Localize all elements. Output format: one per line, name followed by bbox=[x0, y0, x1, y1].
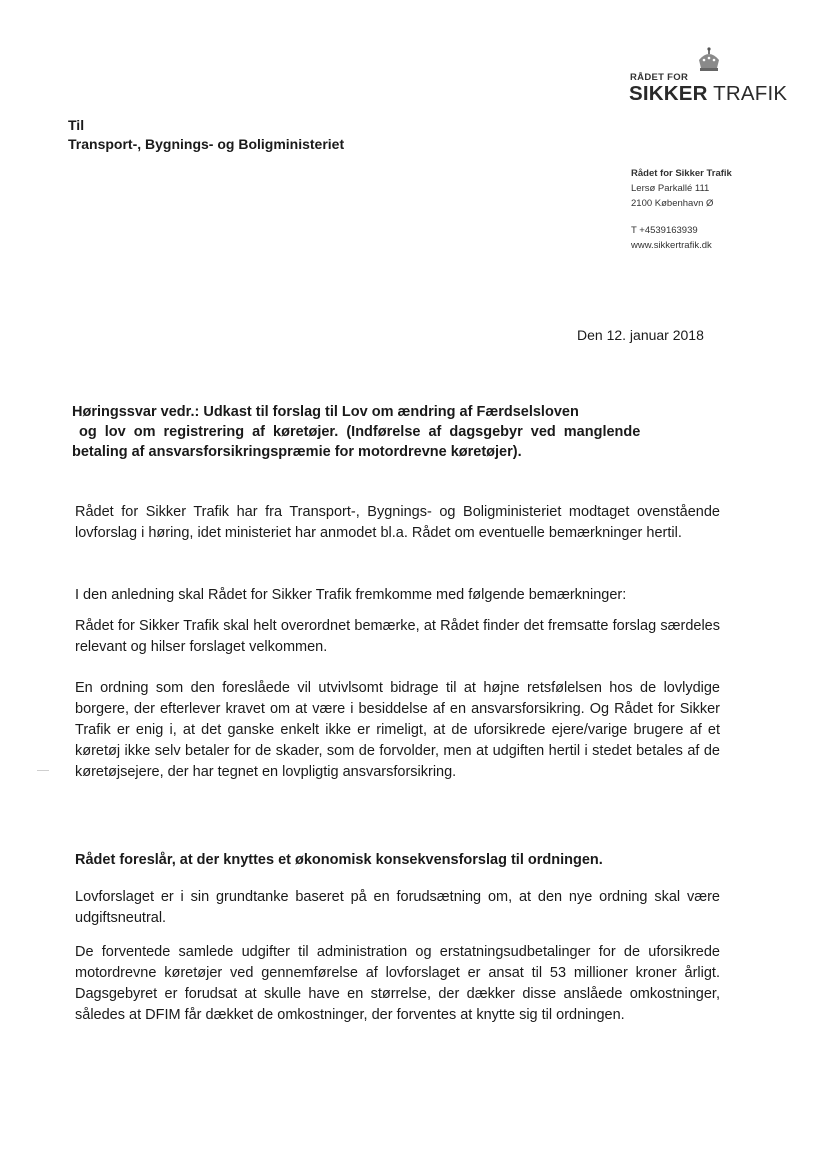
logo-big-text: SIKKER TRAFIK bbox=[629, 82, 788, 105]
recipient bbox=[68, 116, 344, 154]
sender-org: Rådet for Sikker Trafik bbox=[631, 168, 732, 179]
subject-line-3: betaling af ansvarsforsikringspræmie for motordrevne køretøjer). bbox=[72, 444, 522, 460]
paragraph-2: I den anledning skal Rådet for Sikker Trafik fremkomme med følgende bemærkninger: bbox=[75, 587, 627, 603]
logo-small-text: RÅDET FOR bbox=[630, 72, 689, 83]
paragraph-6: De forventede samlede udgifter til administration og erstatningsudbetalinger for de uforsikrede motordrevne køretøjer ved gennemførelse af lovforslaget er ansat til 53 millioner kroner årligt. Dagsgebyret er forudsat at skulle have en størrelse, der dækker disse anslåede omkostninger, således at DFIM får dækket de omkostninger, der forventes at knytte sig til ordningen. bbox=[75, 944, 720, 1023]
paragraph-4: En ordning som den foreslåede vil utvivlsomt bidrage til at højne retsfølelsen hos de lovlydige borgere, der efterlever kravet om at være i besiddelse af en ansvarsforsikring. Og Rådet for Sikker Trafik er enig i, at det ganske enkelt ikke er rimeligt, at de uforsikrede ejere/varige brugere af et køretøj ikke selv betaler for de skader, som de forvolder, men at udgiften hertil i stedet betales af de køretøjsejere, der har tegnet en lovpligtig ansvarsforsikring. bbox=[75, 680, 720, 780]
subject bbox=[72, 402, 722, 462]
paragraph-5: Lovforslaget er i sin grundtanke baseret på en forudsætning om, at den nye ordning skal være udgiftsneutral. bbox=[75, 889, 720, 926]
paragraph-1: Rådet for Sikker Trafik har fra Transport-, Bygnings- og Boligministeriet modtaget ovenstående lovforslag i høring, idet ministeriet har anmodet bl.a. Rådet om eventuelle bemærkninger hertil. bbox=[75, 504, 720, 541]
recipient-line-2: Transport-, Bygnings- og Boligministeriet bbox=[68, 136, 345, 152]
subject-line-1: Høringssvar vedr.: Udkast til forslag til Lov om ændring af Færdselsloven bbox=[72, 404, 579, 420]
sender-address bbox=[631, 166, 732, 253]
sender-web: www.sikkertrafik.dk bbox=[631, 240, 712, 251]
recipient-line-1: Til bbox=[68, 117, 85, 133]
sender-street: Lersø Parkallé 111 bbox=[631, 183, 710, 194]
subject-line-2: og lov om registrering af køretøjer. (Indførelse af dagsgebyr ved manglende bbox=[79, 424, 641, 440]
sender-phone: T +4539163939 bbox=[631, 225, 698, 236]
section-heading: Rådet foreslår, at der knyttes et økonomisk konsekvensforslag til ordningen. bbox=[75, 852, 603, 868]
margin-mark bbox=[37, 770, 49, 771]
crown-icon bbox=[695, 46, 723, 76]
paragraph-3: Rådet for Sikker Trafik skal helt overordnet bemærke, at Rådet finder det fremsatte forslag særdeles relevant og hilser forslaget velkommen. bbox=[75, 618, 720, 655]
letter-date: Den 12. januar 2018 bbox=[577, 327, 704, 343]
sender-city: 2100 København Ø bbox=[631, 198, 714, 209]
